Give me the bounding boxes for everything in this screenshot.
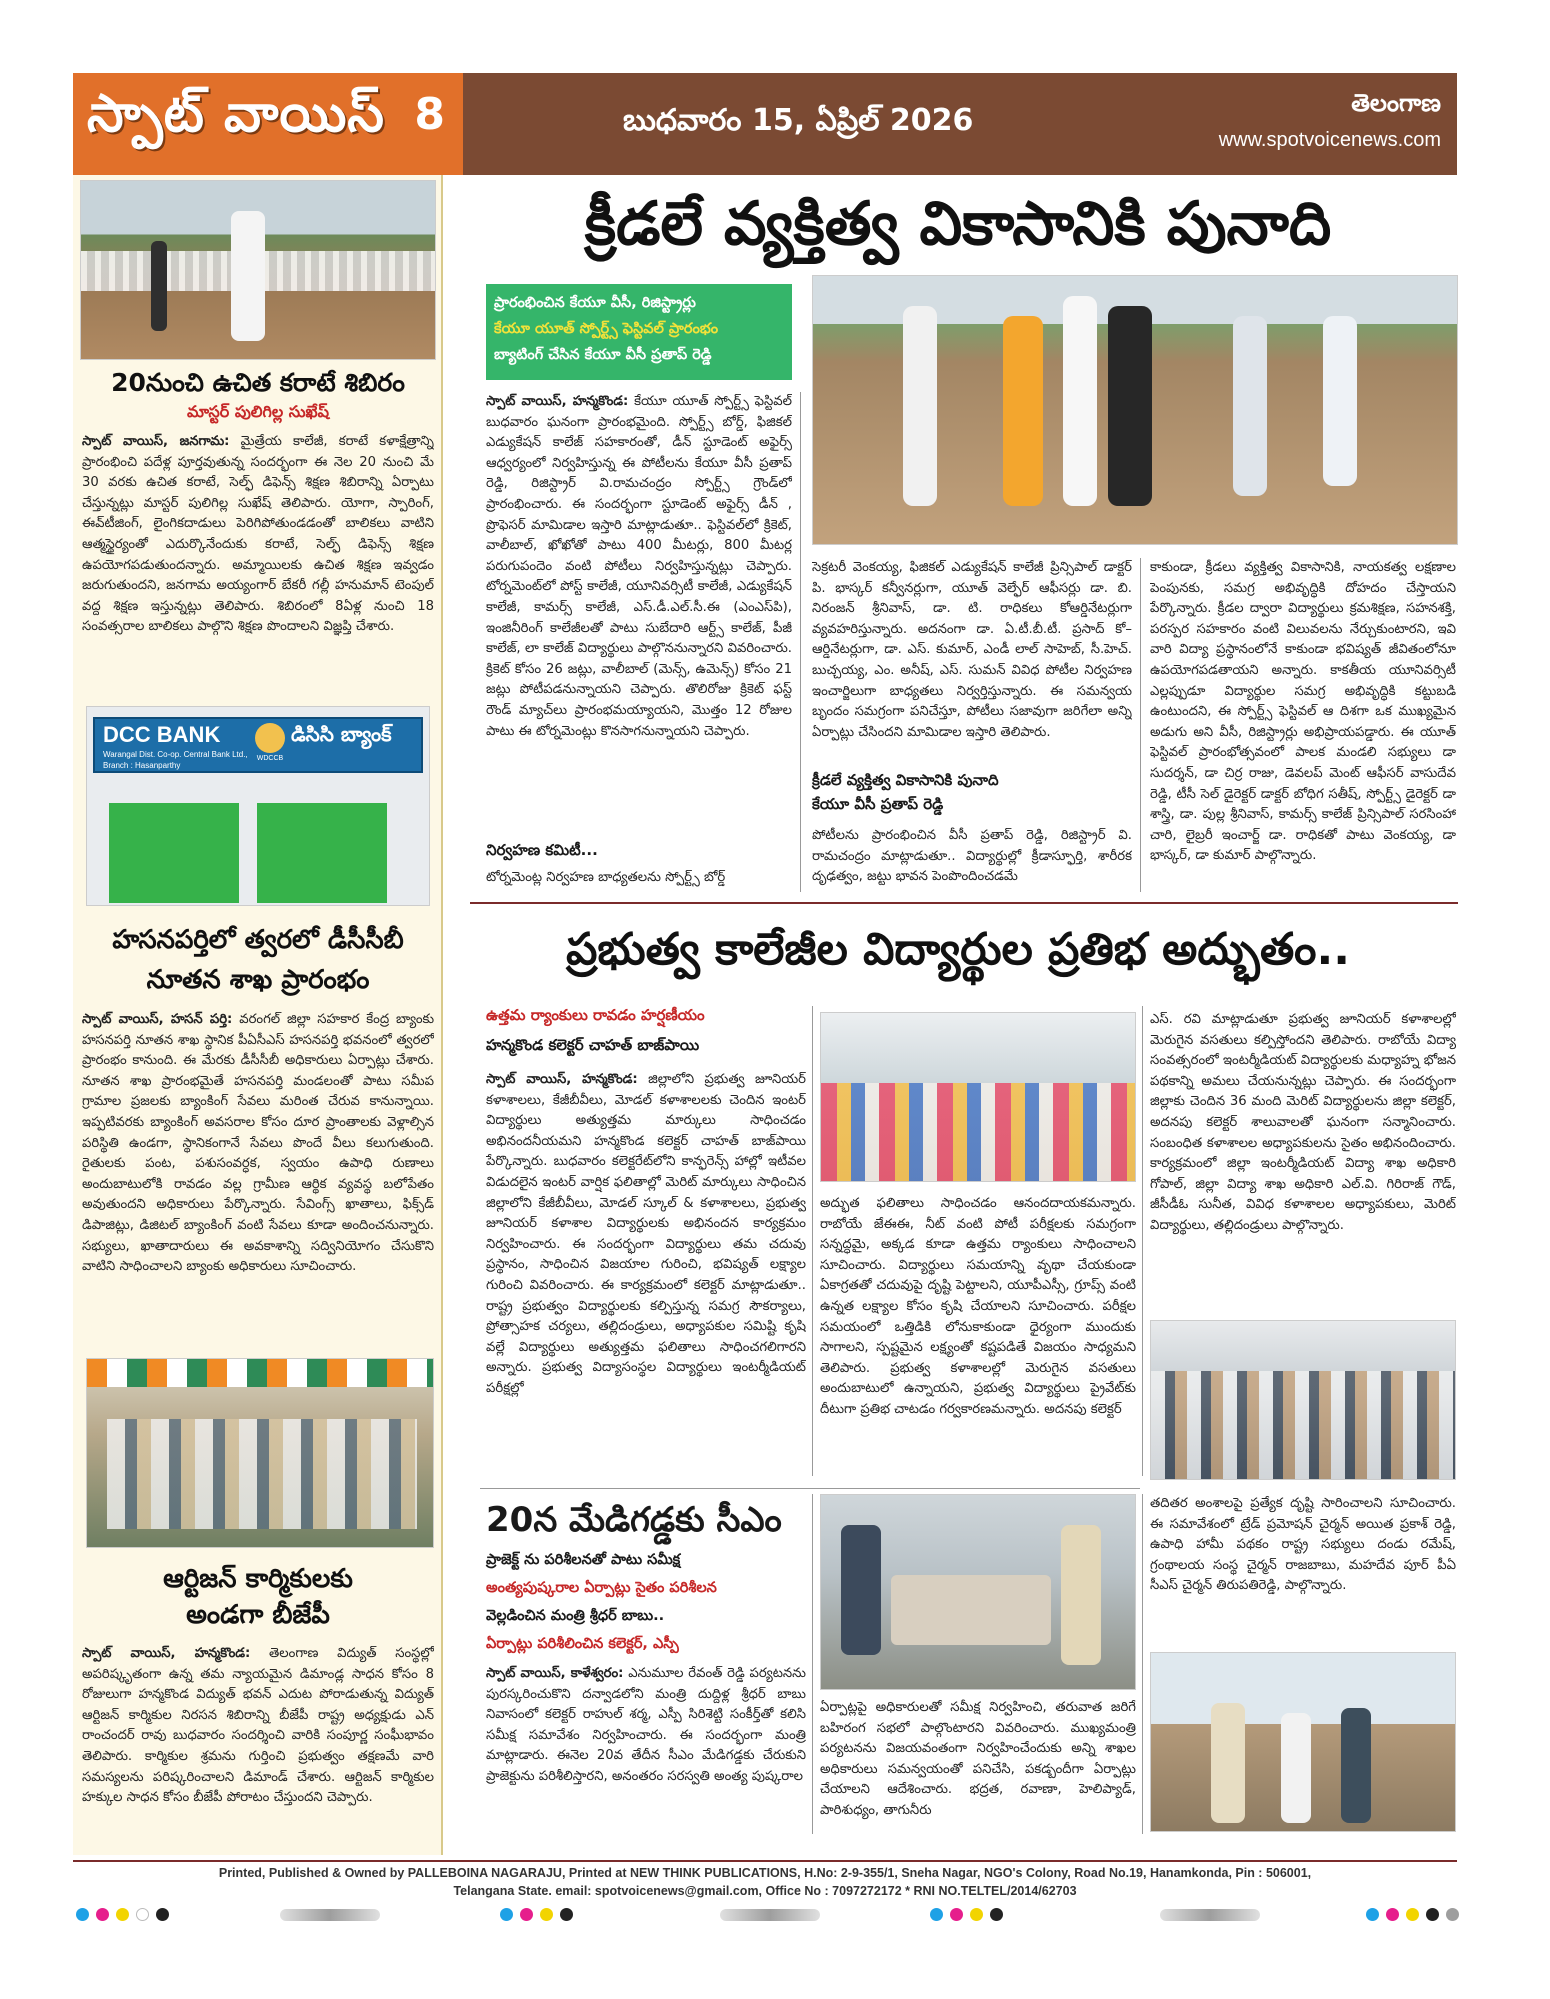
bank-dateline: స్పాట్ వాయిస్, హసన్ పర్తి: (82, 1012, 233, 1027)
third-kicker2: అంత్యపుష్కరాల ఏర్పాట్లు సైతం పరిశీలన (486, 1580, 717, 1596)
footer-imprint-line1: Printed, Published & Owned by PALLEBOINA NAGARAJU, Printed at NEW THINK PUBLICATIONS, H.No: 2-9-355/1, Sneha Nagar, NGO's Colony, Road No.19, Hanamkonda, Pin : 506001, (218, 1866, 1312, 1880)
bank-sign-subline2: Branch : Hasanparthy (103, 761, 181, 770)
second-kicker-red: ఉత్తమ ర్యాంకులు రావడం హర్షణీయం (486, 1006, 705, 1024)
lead-headline: క్రీడలే వ్యక్తిత్వ వికాసానికి పునాది (584, 189, 1332, 259)
lead-kicker-box (486, 284, 792, 380)
lead-col2: సెక్రటరీ వెంకయ్య, ఫిజికల్ ఎడ్యుకేషన్ కాలేజీ ప్రిన్సిపాల్ డాక్టర్ పి. భాస్కర్ కన్వీనర్లుగా, యూత్ వెల్ఫేర్ ఆఫీసర్లు డా. బి. నిరంజన్ శ్రీనివాస్, డా. టి. రాధికలు కోఆర్డినేటర్లుగా వ్యవహరిస్తున్నారు. అదనంగా డా. ఏ.టీ.బీ.టీ. ప్రసాద్ కో–ఆర్డినేటర్లుగా, డా. ఎస్. కుమార్, ఎండీ లాల్ సాహెబ్, సీ.హెచ్. బుచ్చయ్య, ఎం. అనీష్, ఎస్. సుమన్ వివిధ పోటీల నిర్వహణ ఇంచార్జిలుగా బాధ్యతలు నిర్వర్తిస్తున్నారు. ఈ సమన్వయ బృందం సమగ్రంగా పనిచేస్తూ, పోటీలు సజావుగా జరిగేలా అన్ని ఏర్పాట్లు చేసిందని మామిడాల ఇస్తారి తెలిపారు. (812, 560, 1132, 740)
merit-students-photo-2 (1150, 1320, 1456, 1480)
bank-body: వరంగల్ జిల్లా సహకార కేంద్ర బ్యాంకు హసనపర్తి నూతన శాఖ స్థానిక పీఏసీఎస్ హసనపర్తి భవనంలో త్వరలో ప్రారంభం కానుంది. ఈ మేరకు డీసీసీబీ అధికారులు ఏర్పాట్లు చేశారు. నూతన శాఖ ప్రారంభమైతే హసనపర్తి మండలంతో పాటు సమీప గ్రామాల ప్రజలకు బ్యాంకింగ్ సేవలు మరింత చేరువ కానున్నాయి. ఇప్పటివరకు బ్యాంకింగ్ అవసరాల కోసం దూర ప్రాంతాలకు వెళ్లాల్సిన పరిస్థితి ఉండగా, స్థానికంగానే సేవలు పొందే వీలు కలుగుతుంది. రైతులకు పంట, పశుసంవర్ధక, స్వయం ఉపాధి రుణాలు అందుబాటులోకి రావడం వల్ల గ్రామీణ ఆర్థిక వ్యవస్థ బలోపేతం అవుతుందని అధికారులు పేర్కొన్నారు. సేవింగ్స్ ఖాతాలు, ఫిక్స్‌డ్ డిపాజిట్లు, డిజిటల్ బ్యాంకింగ్ వంటి సేవలు కూడా అందించనున్నారు. సభ్యులు, ఖాతాదారులు ఈ అవకాశాన్ని సద్వినియోగం చేసుకొని వాటిని సాధించాలని బ్యాంకు అధికారులు సూచించారు. (82, 1012, 434, 1275)
artisan-body: తెలంగాణ విద్యుత్ సంస్థల్లో అపరిష్కృతంగా ఉన్న తమ న్యాయమైన డిమాండ్ల సాధన కోసం 8 రోజులుగా హన్మకొండ విద్యుత్ భవన్ ఎదుట పోరాడుతున్న విద్యుత్ ఆర్టిజన్ కార్మికుల నిరసన శిబిరాన్ని బీజేపీ రాష్ట్ర అధ్యక్షుడు ఎన్ రాంచందర్ రావు బుధవారం సందర్శించి వారికి సంపూర్ణ సంఘీభావం తెలిపారు. కార్మికుల శ్రమను గుర్తించి ప్రభుత్వం తక్షణమే వారి సమస్యలను పరిష్కరించాలని డిమాండ్ చేశారు. ఆర్టిజన్ కార్మికుల హక్కుల సాధన కోసం బీజేపీ పోరాటం చేస్తుందని చెప్పారు. (82, 1646, 434, 1806)
second-col1-body: జిల్లాలోని ప్రభుత్వ జూనియర్ కళాశాలలు, కేజీబీవీలు, మోడల్ కళాశాలలకు చెందిన ఇంటర్ విద్యార్థులు అత్యుత్తమ మార్కులు సాధించడం అభినందనీయమని హన్మకొండ కలెక్టర్ చాహత్ బాజ్‌పాయి పేర్కొన్నారు. బుధవారం కలెక్టరేట్‌లోని కాన్ఫరెన్స్ హాల్లో ఇటీవల విడుదలైన ఇంటర్ వార్షిక ఫలితాల్లో మెరిట్ మార్కులు సాధించిన జిల్లాలోని కేజీబీవీలు, మోడల్ స్కూల్ & కళాశాలలు, ప్రభుత్వ జూనియర్ కళాశాల విద్యార్థులకు అభినందన కార్యక్రమం నిర్వహించారు. ఈ సందర్భంగా విద్యార్థులు తమ చదువు ప్రస్థానం, సాధించిన విజయాల గురించి, భవిష్యత్ లక్ష్యాల గురించి వివరించారు. ఈ కార్యక్రమంలో కలెక్టర్ మాట్లాడుతూ.. రాష్ట్ర ప్రభుత్వం విద్యార్థులకు కల్పిస్తున్న సమగ్ర సౌకర్యాలు, ప్రోత్సాహక చర్యలు, తల్లిదండ్రులు, అధ్యాపకుల సమిష్టి కృషి వల్లే విద్యార్థులు అత్యుత్తమ ఫలితాలు సాధించగలిగారని అన్నారు. ప్రభుత్వ విద్యాసంస్థల విద్యార్థులు ఇంటర్మీడియట్ పరీక్షల్లో (486, 1072, 806, 1396)
third-headline: 20న మేడిగడ్డకు సీఎం (486, 1500, 782, 1540)
lead-kicker-line3: బ్యాటింగ్ చేసిన కేయూ వీసీ ప్రతాప్ రెడ్డి (494, 347, 712, 363)
karate-dateline: స్పాట్ వాయిస్, జనగామ: (82, 434, 230, 449)
second-col2: అద్భుత ఫలితాలు సాధించడం ఆనందదాయకమన్నారు. రాబోయే జేఈఈ, నీట్ వంటి పోటీ పరీక్షలకు సమగ్రంగా సన్నద్ధమై, అక్కడ కూడా ఉత్తమ ర్యాంకులు సాధించాలని సూచించారు. విద్యార్థులు సమయాన్ని వృథా చేయకుండా ఏకాగ్రతతో చదువుపై దృష్టి పెట్టాలని, యూపీఎస్సీ, గ్రూప్స్ వంటి ఉన్నత లక్ష్యాల కోసం కృషి చేయాలని సూచించారు. పరీక్షల సమయంలో ఒత్తిడికి లోనుకాకుండా ధైర్యంగా ముందుకు సాగాలని, స్పష్టమైన లక్ష్యంతో కష్టపడితే విజయం సాధ్యమని తెలిపారు. ప్రభుత్వ కళాశాలల్లో మెరుగైన వసతులు అందుబాటులో ఉన్నాయని, ప్రభుత్వ విద్యార్థులు ప్రైవేట్‌కు దీటుగా ప్రతిభ చాటడం గర్వకారణమన్నారు. అదనపు కలెక్టర్ (820, 1196, 1136, 1417)
masthead (73, 73, 1457, 175)
column-rule (812, 1006, 813, 1476)
bank-headline-line2: నూతన శాఖ ప్రారంభం (146, 965, 370, 995)
column-rule (1142, 1006, 1143, 1476)
second-col1 (486, 1070, 806, 1482)
page-number: 8 (414, 89, 445, 140)
artisan-headline-line1: ఆర్టిజన్ కార్మికులకు (163, 1564, 353, 1594)
region-label: తెలంగాణ (1351, 89, 1441, 117)
merit-students-photo-1 (820, 1012, 1136, 1182)
column-rule (812, 1494, 813, 1834)
bank-sign-subline1: Warangal Dist. Co-op. Central Bank Ltd., (103, 750, 248, 759)
lead-col1-body: కేయూ యూత్ స్పోర్ట్స్ ఫెస్టివల్ బుధవారం ఘనంగా ప్రారంభమైంది. స్పోర్ట్స్ బోర్డ్, ఫిజికల్ ఎడ్యుకేషన్ కాలేజ్ సహకారంతో, డీన్ స్టూడెంట్ అఫైర్స్ ఆధ్వర్యంలో నిర్వహిస్తున్న ఈ పోటీలను కేయూ వీసీ ప్రతాప్ రెడ్డి, రిజిస్ట్రార్ వి.రామచంద్రం స్పోర్ట్స్ గ్రౌండ్‌లో ప్రారంభించారు. ఈ సందర్భంగా స్టూడెంట్ అఫైర్స్ డీన్ , ప్రొఫెసర్ మామిడాల ఇస్తారి మాట్లాడుతూ.. ఫెస్టివల్‌లో క్రికెట్, వాలీబాల్, ఖోఖోతో పాటు 400 మీటర్లు, 800 మీటర్ల పరుగుపందెం వంటి పోటీలు నిర్వహిస్తున్నట్లు చెప్పారు. టోర్నమెంట్‌లో పోస్ట్ కాలేజీ, యూనివర్సిటీ కాలేజీ, ఎడ్యుకేషన్ కాలేజీ, కామర్స్ కాలేజీ, ఎస్.డీ.ఎల్.సీ.ఈ (ఎంఎస్‌పి), ఇంజినీరింగ్ కాలేజీలతో పాటు సుబేదారి ఆర్ట్స్ కాలేజ్, పీజీ కాలేజ్, లా కాలేజ్ విద్యార్థులు పాల్గొననున్నారని వివరించారు. క్రికెట్ కోసం 26 జట్లు, వాలీబాల్ (మెన్స్, ఉమెన్స్) కోసం 21 జట్లు పోటీపడనున్నాయని చెప్పారు. తొలిరోజు క్రికెట్ ఫస్ట్ రౌండ్ మ్యాచ్‌లు ప్రారంభమయ్యాయని, మొత్తం 12 రోజుల పాటు ఈ టోర్నమెంట్లు కొనసాగనున్నాయని చెప్పారు. (486, 394, 792, 739)
bank-headline-line1: హసనపర్తిలో త్వరలో డీసీసీబీ (112, 925, 404, 955)
dcc-bank-photo (86, 706, 430, 906)
issue-date: బుధవారం 15, ఏప్రిల్ 2026 (623, 103, 974, 138)
third-col2: ఏర్పాట్లపై అధికారులతో సమీక్ష నిర్వహించి, తరువాత జరిగే బహిరంగ సభలో పాల్గొంటారని వివరించారు. ముఖ్యమంత్రి పర్యటనను విజయవంతంగా నిర్వహించేందుకు అన్ని శాఖల అధికారులు సమన్వయంతో పనిచేసి, పకడ్బందీగా ఏర్పాట్లు చేయాలని ఆదేశించారు. భద్రత, రవాణా, హెలిప్యాడ్, పారిశుధ్యం, తాగునీరు (820, 1700, 1136, 1818)
logo-block (73, 73, 463, 175)
bank-signboard (93, 717, 423, 773)
section-rule (480, 1488, 1140, 1489)
bank-emblem (255, 723, 285, 753)
bank-emblem-label: WDCCB (256, 755, 284, 762)
third-col1 (486, 1664, 806, 1832)
third-col3: తదితర అంశాలపై ప్రత్యేక దృష్టి సారించాలని సూచించారు. ఈ సమావేశంలో ట్రేడ్ ప్రమోషన్ చైర్మన్ అయిత ప్రకాశ్ రెడ్డి, ఉపాధి హామీ పథకం రాష్ట్ర సభ్యులు దండు రమేష్, గ్రంథాలయ సంస్థ చైర్మన్ రాజబాబు, మహదేవ పూర్ పీఏ సీఎస్ చైర్మన్ తిరుపతిరెడ్డి, పాల్గొన్నారు. (1150, 1496, 1456, 1594)
bank-story-body (82, 1010, 434, 1342)
column-rule (1142, 1494, 1143, 1834)
lead-col2-subhead2: కేయూ వీసీ ప్రతాప్ రెడ్డి (812, 795, 944, 813)
bank-sign-telugu: డిసిసి బ్యాంక్ (291, 722, 392, 746)
third-dateline: స్పాట్ వాయిస్, కాళేశ్వరం: (486, 1666, 624, 1681)
second-headline: ప్రభుత్వ కాలేజీల విద్యార్థుల ప్రతిభ అద్భుతం.. (566, 924, 1350, 975)
karate-camp-photo (80, 180, 436, 360)
logo-text: స్పాట్ వాయిస్ (87, 83, 385, 144)
third-kicker3: వెల్లడించిన మంత్రి శ్రీధర్ బాబు.. (486, 1608, 665, 1624)
column-rule (1140, 558, 1141, 892)
second-dateline: స్పాట్ వాయిస్, హన్మకొండ: (486, 1072, 638, 1087)
karate-story-body (82, 432, 434, 682)
lead-kicker-line2: కేయూ యూత్ స్పోర్ట్స్ ఫెస్టివల్ ప్రారంభం (494, 321, 719, 337)
bank-sign-english: DCC BANK (103, 722, 221, 747)
karate-byline: మాస్టర్ పులిగిల్ల సుఖేష్ (186, 402, 330, 421)
date-strip (463, 73, 1457, 175)
artisan-protest-photo (86, 1358, 434, 1548)
second-col3: ఎస్. రవి మాట్లాడుతూ ప్రభుత్వ జూనియర్ కళాశాలల్లో మెరుగైన వసతులు కల్పిస్తోందని తెలిపారు. రాబోయే విద్యా సంవత్సరంలో ఇంటర్మీడియట్ విద్యార్థులకు మధ్యాహ్న భోజన పథకాన్ని అమలు చేయనున్నట్లు చెప్పారు. ఈ సందర్భంగా జిల్లాకు చెందిన 36 మంది మెరిట్ విద్యార్థులను జిల్లా కలెక్టర్, అదనపు కలెక్టర్ శాలువాలతో ఘనంగా సన్మానించారు. సంబంధిత కళాశాలల అధ్యాపకులను సైతం అభినందించారు. కార్యక్రమంలో జిల్లా ఇంటర్మీడియట్ విద్యా శాఖ అధికారి గోపాల్, జిల్లా విద్యా శాఖ అధికారి ఎల్.వి. గిరిరాజ్ గౌడ్, జీసీడీఓ సునీత, వివిధ కళాశాలల అధ్యాపకులు, మెరిట్ విద్యార్థులు, తల్లిదండ్రులు పాల్గొన్నారు. (1150, 1012, 1456, 1233)
lead-col2-subhead1: క్రీడలే వ్యక్తిత్వ వికాసానికి పునాది (812, 771, 999, 789)
cm-review-meeting-photo (820, 1494, 1136, 1690)
third-kicker4: ఏర్పాట్లు పరిశీలించిన కలెక్టర్, ఎస్పీ (486, 1636, 679, 1652)
lead-dateline: స్పాట్ వాయిస్, హన్మకొండ: (486, 394, 629, 409)
lead-col3: కాకుండా, క్రీడలు వ్యక్తిత్వ వికాసానికి, నాయకత్వ లక్షణాల పెంపునకు, సమగ్ర అభివృద్ధికి దోహదం చేస్తాయని పేర్కొన్నారు. క్రీడల ద్వారా విద్యార్థులు క్రమశిక్షణ, సహనశక్తి, పరస్పర సహకారం వంటి విలువలను నేర్చుకుంటారని, ఇవి వారి విద్యా ప్రస్థానంలోనే కాకుండా భవిష్యత్ జీవితంలోనూ ఉపయోగపడతాయని అన్నారు. కాకతీయ యూనివర్సిటీ ఎల్లప్పుడూ విద్యార్థుల సమగ్ర అభివృద్ధికి కట్టుబడి ఉంటుందని, ఈ స్పోర్ట్స్ ఫెస్టివల్ ఆ దిశగా ఒక ముఖ్యమైన అడుగు అని వీసీ, రిజిస్ట్రార్లు అభిప్రాయపడ్డారు. ఈ యూత్ ఫెస్టివల్ ప్రారంభోత్సవంలో పాలక మండలి సభ్యులు డా సుదర్శన్, డా చిర్ర రాజు, డెవలప్ మెంట్ ఆఫీసర్ వాసుదేవ రెడ్డి, టీసీ సెల్ డైరెక్టర్ డాక్టర్ బోధిగ సతీష్, స్పోర్ట్స్ డైరెక్టర్ డా శాస్త్రి, డా. పుల్ల శ్రీనివాస్, కామర్స్ కాలేజ్ ప్రిన్సిపాల్ సరసింహా చారి, లైబ్రరీ ఇంచార్జ్ డా. రాధికతో పాటు వెంకయ్య, డా భాస్కర్, డా కుమార్ పాల్గొన్నారు. (1150, 560, 1456, 864)
karate-headline: 20నుంచి ఉచిత కరాటే శిబిరం (111, 368, 405, 397)
footer-rule (73, 1860, 1457, 1862)
artisan-story-body (82, 1644, 434, 1850)
medigadda-inspection-photo (1150, 1652, 1456, 1832)
footer-imprint-line2: Telangana State. email: spotvoicenews@gmail.com, Office No : 7097272172 * RNI NO.TELTEL/2014/62703 (453, 1884, 1077, 1898)
lead-col2-tail: పోటీలను ప్రారంభించిన వీసీ ప్రతాప్ రెడ్డి, రిజిస్ట్రార్ వి. రామచంద్రం మాట్లాడుతూ.. విద్యార్థుల్లో క్రీడాస్ఫూర్తి, శారీరక దృఢత్వం, జట్టు భావన పెంపొందించడమే (812, 828, 1132, 885)
second-kicker-black: హన్మకొండ కలెక్టర్ చాహత్ బాజ్‌పాయి (486, 1036, 700, 1054)
lead-kicker-line1: ప్రారంభించిన కేయూ వీసీ, రిజిస్ట్రార్లు (494, 295, 696, 311)
third-col1-body: ఎనుమూల రేవంత్ రెడ్డి పర్యటనను పురస్కరించుకొని దన్వాడలోని మంత్రి దుద్దిళ్ల శ్రీధర్ బాబు నివాసంలో కలెక్టర్ రాహుల్ శర్మ, ఎస్పీ సిరిశెట్టి సంకీర్త్‌తో కలిసి సమీక్ష సమావేశం నిర్వహించారు. ఈ సందర్భంగా మంత్రి మాట్లాడారు. ఈనెల 20వ తేదీన సీఎం మేడిగడ్డకు చేరుకుని ప్రాజెక్టును పరిశీలిస్తారని, అనంతరం సరస్వతి అంత్య పుష్కరాల (486, 1666, 806, 1784)
section-rule (470, 902, 1458, 904)
artisan-dateline: స్పాట్ వాయిస్, హన్మకొండ: (82, 1646, 251, 1661)
artisan-headline-line2: అండగా బీజేపీ (186, 1600, 330, 1630)
lead-col1-subhead: నిర్వహణ కమిటీ... (486, 841, 598, 859)
third-kicker1: ప్రాజెక్ట్ ను పరిశీలనతో పాటు సమీక్ష (486, 1552, 681, 1568)
website-label: www.spotvoicenews.com (1218, 129, 1441, 151)
vc-batting-photo (812, 275, 1458, 545)
lead-col1-tail: టోర్నమెంట్ల నిర్వహణ బాధ్యతలను స్పోర్ట్స్ బోర్డ్ (486, 870, 726, 885)
lead-col1 (486, 392, 792, 838)
karate-body: మైత్రేయ కాలేజీ, కరాటే కళాక్షేత్రాన్ని ప్రారంభించి పదేళ్ల పూర్తవుతున్న సందర్భంగా ఈ నెల 20 నుంచి మే 30 వరకు ఉచిత కరాటే, సెల్ఫ్ డిఫెన్స్ శిక్షణ శిబిరాన్ని ఏర్పాటు చేస్తున్నట్లు మాస్టర్ పులిగిల్ల సుఖేష్ తెలిపారు. యోగా, స్పారింగ్, ఈవ్‌టీజింగ్, లైంగికదాడులు పెరిగిపోతుండడంతో బాలికలు వాటిని ఆత్మస్థైర్యంతో ఎదుర్కొనేందుకు కరాటే, సెల్ఫ్ డిఫెన్స్ శిక్షణ ఉపయోగపడుతుందన్నారు. అమ్మాయిలకు ఉచిత శిక్షణ ఇవ్వడం జరుగుతుందని, జనగామ అయ్యంగార్ బేకరీ గల్లీ హనుమాన్ టెంపుల్ వద్ద శిక్షణ ఇస్తున్నట్లు తెలిపారు. శిబిరంలో 8ఏళ్ల నుంచి 18 సంవత్సరాల బాలికలు పాల్గొని శిక్షణ పొందాలని విజ్ఞప్తి చేశారు. (82, 434, 434, 635)
column-rule (800, 392, 801, 892)
